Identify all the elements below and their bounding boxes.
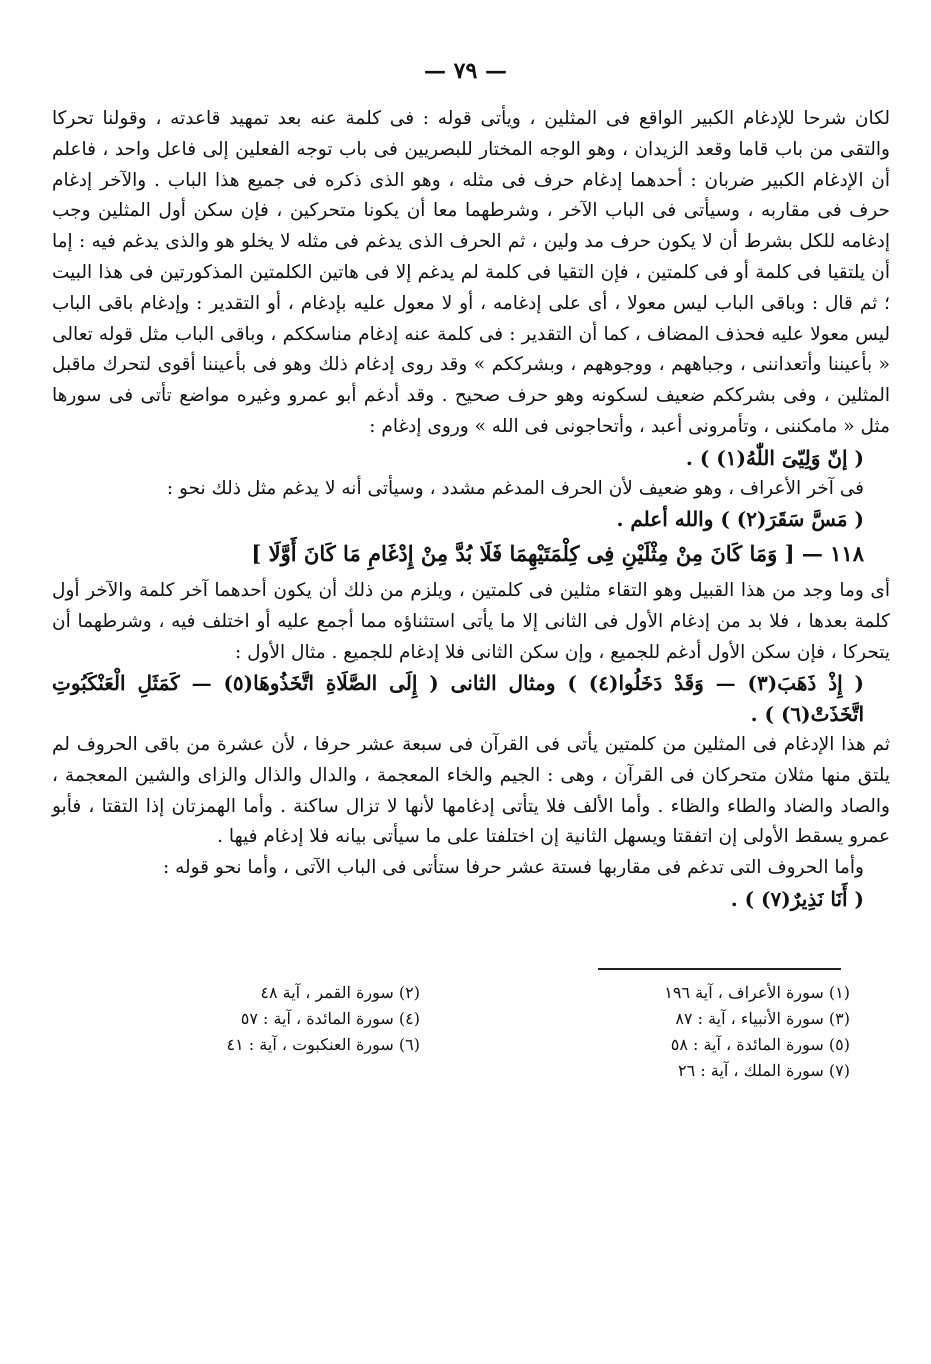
- footnote: (٢) سورة القمر ، آية ٤٨: [260, 983, 420, 1002]
- footnote: (١) سورة الأعراف ، آية ١٩٦: [664, 983, 850, 1002]
- quran-quote: ( إِذْ ذَهَبَ(٣) — وَقَدْ دَخَلُوا(٤) ) ومثال الثانى ( إِلَى الصَّلَاةِ اتَّخَذُوهَا(٥) — كَمَثَلِ الْعَنْكَبُوتِ اتَّخَذَتْ(٦) ) .: [52, 671, 865, 727]
- footnote-separator: [598, 968, 841, 970]
- paragraph: أى وما وجد من هذا القبيل وهو التقاء مثلين فى كلمتين ، ويلزم من ذلك أن يكون أحدهما آخر كلمة والآخر أول كلمة بعدها ، فلا بد من إدغام الأول فى الثانى إلا ما يأتى استثناؤه مما أجمع عليه أو اختلف فيه ، وشرطهما أن يتحركا ، فإن سكن الأول أدغم للجميع ، وإن سكن الثانى فلا إدغام للجميع . مثال الأول :: [52, 579, 890, 663]
- footnote: (٥) سورة المائدة ، آية : ٥٨: [670, 1035, 850, 1054]
- footnote: (٣) سورة الأنبياء ، آية : ٨٧: [675, 1009, 850, 1028]
- main-text: [52, 104, 890, 915]
- footnote-row: [90, 1058, 850, 1084]
- paragraph: فى آخر الأعراف ، وهو ضعيف لأن الحرف المدغم مشدد ، وسيأتى أنه لا يدغم مثل ذلك نحو :: [166, 477, 864, 499]
- footnote: (٧) سورة الملك ، آية : ٢٦: [678, 1061, 850, 1080]
- footnote: (٦) سورة العنكبوت ، آية : ٤١: [226, 1035, 420, 1054]
- footnote: [90, 1058, 420, 1084]
- paragraph: ثم هذا الإدغام فى المثلين من كلمتين يأتى فى القرآن فى سبعة عشر حرفا ، لأن عشرة من باقى الحروف لم يلتق منها مثلان متحركان فى القرآن ، وهى : الجيم والخاء المعجمة ، والدال والذال والزاى والشين المعجمة ، والصاد والضاد والطاء والظاء . وأما الألف فلا يتأتى إدغامها لأنها لا تزال ساكنة . وأما الهمزتان إذا التقتا ، فأبو عمرو يسقط الأولى إن اتفقتا ويسهل الثانية إن اختلفتا على ما سيأتى بيانه فلا إدغام فيها .: [52, 733, 890, 848]
- poem-verse: ١١٨ — [ وَمَا كَانَ مِنْ مِثْلَيْنِ فِى كِلْمَتَيْهِمَا فَلَا بُدَّ مِنْ إِدْغَامِ مَا كَانَ أَوَّلَا ]: [251, 541, 864, 567]
- paragraph: لكان شرحا للإدغام الكبير الواقع فى المثلين ، ويأتى قوله : فى كلمة عنه بعد تمهيد قاعدته ، وقولنا تحركا والتقى من باب قاما وقعد الزيدان ، وهو الوجه المختار للبصريين فى باب توجه الفعلين إلى فاعل واحد ، فاعلم أن الإدغام الكبير ضربان : أحدهما إدغام حرف فى مثله ، وهو الذى ذكره فى جميع هذا الباب . والآخر إدغام حرف فى مقاربه ، وسيأتى فى الباب الآخر ، وشرطهما معا أن يكونا متحركين ، فإن سكن أول المثلين وجب إدغامه للكل بشرط أن لا يكون حرف مد ولين ، ثم الحرف الذى يدغم فى مثله لا يخلو هو والذى يدغم فيه : إما أن يلتقيا فى كلمة أو فى كلمتين ، فإن التقيا فى كلمة لم يدغم إلا فى هاتين الكلمتين المذكورتين فى هذا البيت ؛ ثم قال : وباقى الباب ليس معولا ، أى على إدغامه ، أو لا معول عليه بإدغام ، أو التقدير : وإدغام باقى الباب ليس معولا عليه فحذف المضاف ، كما أن التقدير : فى كلمة عنه إدغام مناسككم ، وباقى الباب مثل قوله تعالى « بأعيننا وأتعداننى ، وجباههم ، ووجوههم ، وبشرككم » وقد روى إدغام ذلك وهو فى بأعيننا أقوى لتحرك ماقبل المثلين ، وفى بشرككم ضعيف لسكونه وهو حرف صحيح . وقد أدغم أبو عمرو وغيره مواضع تأتى فى سورها مثل « مامكننى ، وتأمرونى أعبد ، وأتحاجونى فى الله » وروى إدغام :: [52, 108, 890, 437]
- footnotes: [90, 980, 850, 1084]
- page-number: — ٧٩ —: [424, 58, 507, 84]
- paragraph: وأما الحروف التى تدغم فى مقاربها فستة عشر حرفا ستأتى فى الباب الآتى ، وأما نحو قوله :: [162, 857, 864, 879]
- footnote-row: [90, 1006, 850, 1032]
- footnote: (٤) سورة المائدة ، آية : ٥٧: [240, 1009, 420, 1028]
- footnote-row: [90, 980, 850, 1006]
- quran-quote: ( أَنَا نَذِيرٌ(٧) ) .: [730, 886, 864, 911]
- quran-quote: ( إنّ وَلِيّىَ اللّٰهُ(١) ) .: [685, 445, 864, 470]
- footnote-row: [90, 1032, 850, 1058]
- quran-quote: ( مَسَّ سَقَرَ(٢) ) والله أعلم .: [616, 507, 864, 532]
